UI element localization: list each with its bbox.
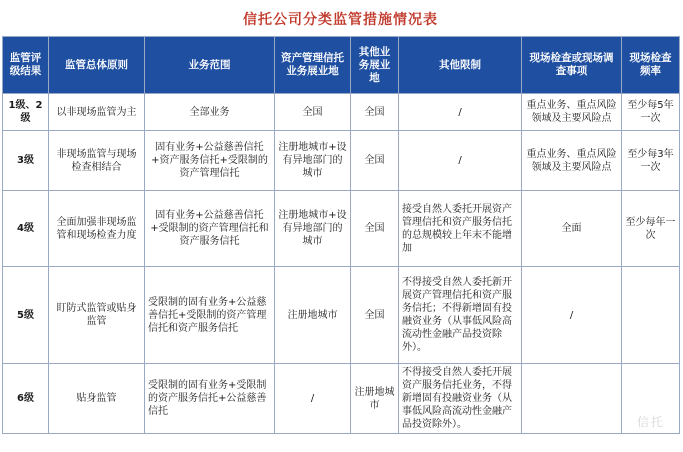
cell-scope: 受限制的固有业务+公益慈善信托+受限制的资产管理信托和资产服务信托 <box>145 267 275 364</box>
cell-restriction: / <box>399 94 522 131</box>
watermark: 信托 <box>636 415 665 429</box>
cell-am-area: 注册地城市+设有异地部门的城市 <box>275 131 351 191</box>
cell-principle: 以非现场监管为主 <box>49 94 145 131</box>
cell-level: 6级 <box>3 364 49 434</box>
cell-inspection: 重点业务、重点风险领域及主要风险点 <box>522 94 622 131</box>
cell-principle: 非现场监管与现场检查相结合 <box>49 131 145 191</box>
cell-inspection: / <box>522 267 622 364</box>
cell-level: 3级 <box>3 131 49 191</box>
cell-other-area: 全国 <box>351 191 399 267</box>
table-frame <box>2 2 679 448</box>
cell-frequency: 至少每3年一次 <box>622 131 680 191</box>
column-header: 现场检查频率 <box>622 37 680 94</box>
table-row <box>3 94 680 131</box>
regulation-table <box>2 36 680 434</box>
column-header: 资产管理信托业务展业地 <box>275 37 351 94</box>
cell-inspection: 全面 <box>522 191 622 267</box>
cell-am-area: 注册地城市 <box>275 267 351 364</box>
cell-scope: 全部业务 <box>145 94 275 131</box>
cell-frequency: 至少每5年一次 <box>622 94 680 131</box>
cell-am-area: 注册地城市+设有异地部门的城市 <box>275 191 351 267</box>
cell-other-area: 注册地城市 <box>351 364 399 434</box>
table-row <box>3 267 680 364</box>
cell-level: 1级、2级 <box>3 94 49 131</box>
cell-scope: 受限制的固有业务+受限制的资产服务信托+公益慈善信托 <box>145 364 275 434</box>
cell-am-area: 全国 <box>275 94 351 131</box>
cell-scope: 固有业务+公益慈善信托+受限制的资产管理信托和资产服务信托 <box>145 191 275 267</box>
table-row <box>3 131 680 191</box>
cell-restriction: 接受自然人委托开展资产管理信托和资产服务信托的总规模较上年末不能增加 <box>399 191 522 267</box>
cell-frequency: 至少每年一次 <box>622 191 680 267</box>
cell-other-area: 全国 <box>351 131 399 191</box>
column-header: 业务范围 <box>145 37 275 94</box>
cell-level: 5级 <box>3 267 49 364</box>
cell-am-area: / <box>275 364 351 434</box>
column-header: 监管总体原则 <box>49 37 145 94</box>
table-row <box>3 191 680 267</box>
column-header: 其他业务展业地 <box>351 37 399 94</box>
cell-principle: 盯防式监管或贴身监管 <box>49 267 145 364</box>
table-row <box>3 364 680 434</box>
cell-level: 4级 <box>3 191 49 267</box>
cell-restriction: 不得接受自然人委托新开展资产管理信托和资产服务信托；不得新增固有投融资业务（从事低风险高流动性金融产品投资除外）。 <box>399 267 522 364</box>
cell-principle: 全面加强非现场监管和现场检查力度 <box>49 191 145 267</box>
cell-restriction: / <box>399 131 522 191</box>
cell-frequency <box>622 267 680 364</box>
cell-scope: 固有业务+公益慈善信托+资产服务信托+受限制的资产管理信托 <box>145 131 275 191</box>
cell-principle: 贴身监管 <box>49 364 145 434</box>
column-header: 监管评级结果 <box>3 37 49 94</box>
cell-inspection: 重点业务、重点风险领域及主要风险点 <box>522 131 622 191</box>
cell-other-area: 全国 <box>351 94 399 131</box>
cell-restriction: 不得接受自然人委托开展资产服务信托业务，不得新增固有投融资业务（从事低风险高流动性金融产品投资除外）。 <box>399 364 522 434</box>
cell-inspection <box>522 364 622 434</box>
column-header: 现场检查或现场调查事项 <box>522 37 622 94</box>
page-title: 信托公司分类监管措施情况表 <box>243 12 438 28</box>
column-header: 其他限制 <box>399 37 522 94</box>
cell-other-area: 全国 <box>351 267 399 364</box>
header-row <box>3 37 680 94</box>
